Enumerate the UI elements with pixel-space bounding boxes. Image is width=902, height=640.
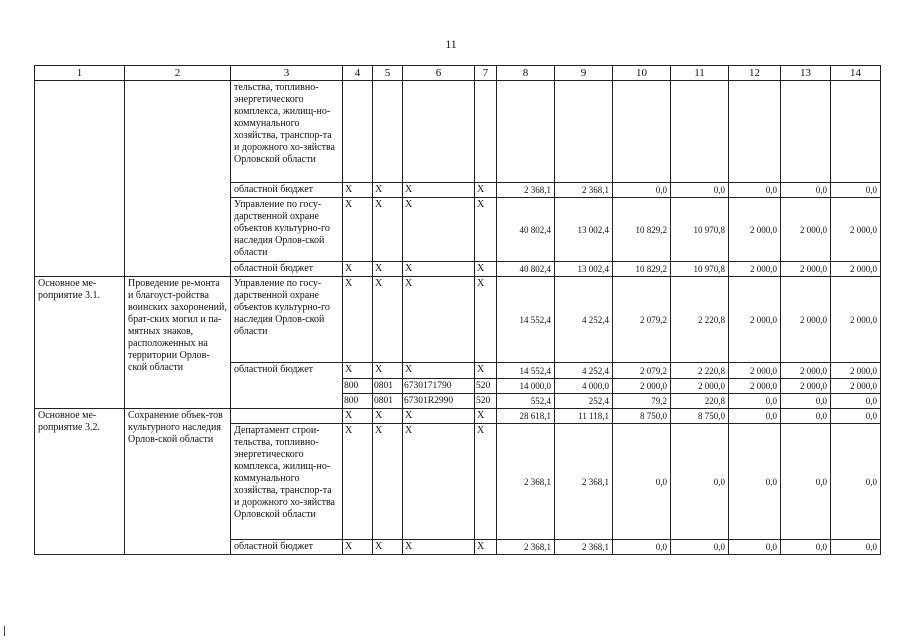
cell-x: X	[373, 424, 403, 540]
cell-value: 2 000,0	[831, 277, 881, 363]
cell-value: 2 368,1	[555, 424, 613, 540]
header-row	[35, 66, 881, 81]
cell-value: 10 829,2	[613, 262, 671, 277]
cell-value: 13 002,4	[555, 198, 613, 262]
col-header-13: 13	[781, 66, 831, 81]
cell-value: 0,0	[781, 540, 831, 555]
cell-x: X	[373, 183, 403, 198]
cell-x: X	[343, 409, 373, 424]
cell-value: 0,0	[671, 424, 729, 540]
col-header-10: 10	[613, 66, 671, 81]
cell-x: X	[343, 262, 373, 277]
cell-value: 2 000,0	[729, 379, 781, 394]
cell-x: X	[403, 363, 475, 379]
cell-empty	[781, 81, 831, 183]
cell-value: 2 000,0	[613, 379, 671, 394]
cell-value: 0,0	[831, 409, 881, 424]
cell-value: 2 000,0	[831, 379, 881, 394]
cell-section: 0801	[373, 394, 403, 409]
cell-value: 4 252,4	[555, 277, 613, 363]
cell-value: 0,0	[729, 409, 781, 424]
col-header-7: 7	[475, 66, 497, 81]
cell-source: областной бюджет	[231, 540, 343, 555]
cell-x: X	[343, 363, 373, 379]
cell-responsible: Управление по госу-дарственной охране объектов культурно-го наследия Орлов-ской области	[231, 277, 343, 363]
cell-value: 0,0	[831, 540, 881, 555]
cell-x: X	[475, 262, 497, 277]
cell-value: 2 000,0	[831, 363, 881, 379]
cell-value: 2 000,0	[781, 198, 831, 262]
cell-value: 14 000,0	[497, 379, 555, 394]
cell-empty	[671, 81, 729, 183]
cell-value: 0,0	[613, 424, 671, 540]
cell-expense-type: 520	[475, 394, 497, 409]
table-row	[35, 81, 881, 183]
cell-value: 2 000,0	[729, 277, 781, 363]
cell-value: 0,0	[781, 183, 831, 198]
measure-title: Проведение ре-монта и благоуст-ройства воинских захоронений, брат-ских могил и па-мятных знаков, расположенных на территории Орлов-ской области	[125, 277, 231, 409]
cell-value: 252,4	[555, 394, 613, 409]
col-header-9: 9	[555, 66, 613, 81]
cell-value: 28 618,1	[497, 409, 555, 424]
cell-value: 0,0	[729, 540, 781, 555]
cell-value: 10 829,2	[613, 198, 671, 262]
cell-value: 10 970,8	[671, 262, 729, 277]
cell-x: X	[343, 183, 373, 198]
cell-value: 2 220,8	[671, 277, 729, 363]
table-row	[35, 409, 881, 424]
cell-target-article: 6730171790	[403, 379, 475, 394]
cell-x: X	[343, 198, 373, 262]
measure-number: Основное ме-роприятие 3.1.	[35, 277, 125, 409]
cell-x: X	[475, 409, 497, 424]
cell-value: 2 079,2	[613, 363, 671, 379]
cell-value: 2 220,8	[671, 363, 729, 379]
cell-x: X	[403, 409, 475, 424]
cell-grbs: 800	[343, 379, 373, 394]
cell-value: 0,0	[781, 409, 831, 424]
cell-x: X	[343, 540, 373, 555]
cell-x: X	[403, 262, 475, 277]
table-row	[35, 277, 881, 363]
cell-value: 14 552,4	[497, 363, 555, 379]
cell-value: 10 970,8	[671, 198, 729, 262]
cell-value: 2 368,1	[497, 424, 555, 540]
cell-x: X	[373, 198, 403, 262]
cell-value: 2 000,0	[729, 262, 781, 277]
cell-value: 2 000,0	[831, 198, 881, 262]
cell-value: 0,0	[781, 394, 831, 409]
col-header-2: 2	[125, 66, 231, 81]
cell-responsible: Управление по госу-дарственной охране объектов культурно-го наследия Орлов-ской области	[231, 198, 343, 262]
cell-source: областной бюджет	[231, 262, 343, 277]
cell-value: 2 079,2	[613, 277, 671, 363]
cell-value: 79,2	[613, 394, 671, 409]
cell-empty	[831, 81, 881, 183]
cell-x: X	[373, 409, 403, 424]
program-table	[34, 65, 881, 555]
cell-x: X	[475, 363, 497, 379]
col-header-14: 14	[831, 66, 881, 81]
cell-value: 220,8	[671, 394, 729, 409]
col-header-8: 8	[497, 66, 555, 81]
cell-value: 0,0	[671, 540, 729, 555]
cell-x: X	[373, 540, 403, 555]
cell-value: 0,0	[729, 183, 781, 198]
cell-empty	[231, 409, 343, 424]
cell-empty	[343, 81, 373, 183]
cell-value: 0,0	[613, 540, 671, 555]
cell-section: 0801	[373, 379, 403, 394]
cell-value: 11 118,1	[555, 409, 613, 424]
cell-x: X	[343, 424, 373, 540]
col-header-4: 4	[343, 66, 373, 81]
cell-value: 4 000,0	[555, 379, 613, 394]
cell-empty	[35, 81, 125, 277]
cell-value: 2 000,0	[781, 277, 831, 363]
cell-value: 2 000,0	[729, 363, 781, 379]
cell-source: областной бюджет	[231, 363, 343, 409]
cell-value: 0,0	[831, 424, 881, 540]
cell-empty	[555, 81, 613, 183]
cell-value: 0,0	[729, 424, 781, 540]
cell-value: 552,4	[497, 394, 555, 409]
cell-value: 40 802,4	[497, 198, 555, 262]
cell-empty	[497, 81, 555, 183]
cell-responsible: тельства, топливно-энергетического комплекса, жилищ-но-коммунального хозяйства, транспор-та и дорожного хо-зяйства Орловской области	[231, 81, 343, 183]
cell-value: 13 002,4	[555, 262, 613, 277]
cell-source: областной бюджет	[231, 183, 343, 198]
cell-value: 2 000,0	[671, 379, 729, 394]
cell-value: 8 750,0	[613, 409, 671, 424]
cell-value: 2 368,1	[497, 183, 555, 198]
cell-x: X	[343, 277, 373, 363]
page-number: 11	[445, 37, 457, 51]
cell-value: 0,0	[831, 183, 881, 198]
col-header-5: 5	[373, 66, 403, 81]
cell-grbs: 800	[343, 394, 373, 409]
col-header-3: 3	[231, 66, 343, 81]
cell-value: 2 368,1	[555, 183, 613, 198]
cell-empty	[403, 81, 475, 183]
cell-x: X	[403, 540, 475, 555]
cell-empty	[729, 81, 781, 183]
cell-value: 2 000,0	[781, 363, 831, 379]
cell-target-article: 67301R2990	[403, 394, 475, 409]
cell-expense-type: 520	[475, 379, 497, 394]
cell-empty	[475, 81, 497, 183]
cell-value: 2 000,0	[781, 262, 831, 277]
cell-x: X	[403, 198, 475, 262]
cell-value: 40 802,4	[497, 262, 555, 277]
cell-x: X	[373, 277, 403, 363]
cell-empty	[613, 81, 671, 183]
cell-value: 8 750,0	[671, 409, 729, 424]
cell-value: 14 552,4	[497, 277, 555, 363]
cell-empty	[125, 81, 231, 277]
cell-x: X	[373, 262, 403, 277]
cell-x: X	[475, 277, 497, 363]
cell-value: 2 368,1	[555, 540, 613, 555]
measure-title: Сохранение объек-тов культурного наследия Орлов-ской области	[125, 409, 231, 555]
cell-value: 2 000,0	[781, 379, 831, 394]
cell-value: 0,0	[781, 424, 831, 540]
cell-value: 2 368,1	[497, 540, 555, 555]
cell-x: X	[373, 363, 403, 379]
cell-x: X	[403, 183, 475, 198]
cell-empty	[373, 81, 403, 183]
cell-value: 0,0	[671, 183, 729, 198]
cell-value: 0,0	[831, 394, 881, 409]
col-header-12: 12	[729, 66, 781, 81]
cell-x: X	[475, 540, 497, 555]
col-header-1: 1	[35, 66, 125, 81]
cell-x: X	[475, 198, 497, 262]
cell-value: 0,0	[729, 394, 781, 409]
scan-mark	[4, 626, 8, 636]
col-header-11: 11	[671, 66, 729, 81]
col-header-6: 6	[403, 66, 475, 81]
cell-x: X	[475, 183, 497, 198]
cell-value: 2 000,0	[729, 198, 781, 262]
measure-number: Основное ме-роприятие 3.2.	[35, 409, 125, 555]
cell-responsible: Департамент строи-тельства, топливно-энергетического комплекса, жилищ-но-коммунального хозяйства, транспор-та и дорожного хо-зяйства Орловской области	[231, 424, 343, 540]
cell-value: 2 000,0	[831, 262, 881, 277]
cell-value: 4 252,4	[555, 363, 613, 379]
cell-x: X	[403, 424, 475, 540]
cell-x: X	[475, 424, 497, 540]
cell-value: 0,0	[613, 183, 671, 198]
cell-x: X	[403, 277, 475, 363]
